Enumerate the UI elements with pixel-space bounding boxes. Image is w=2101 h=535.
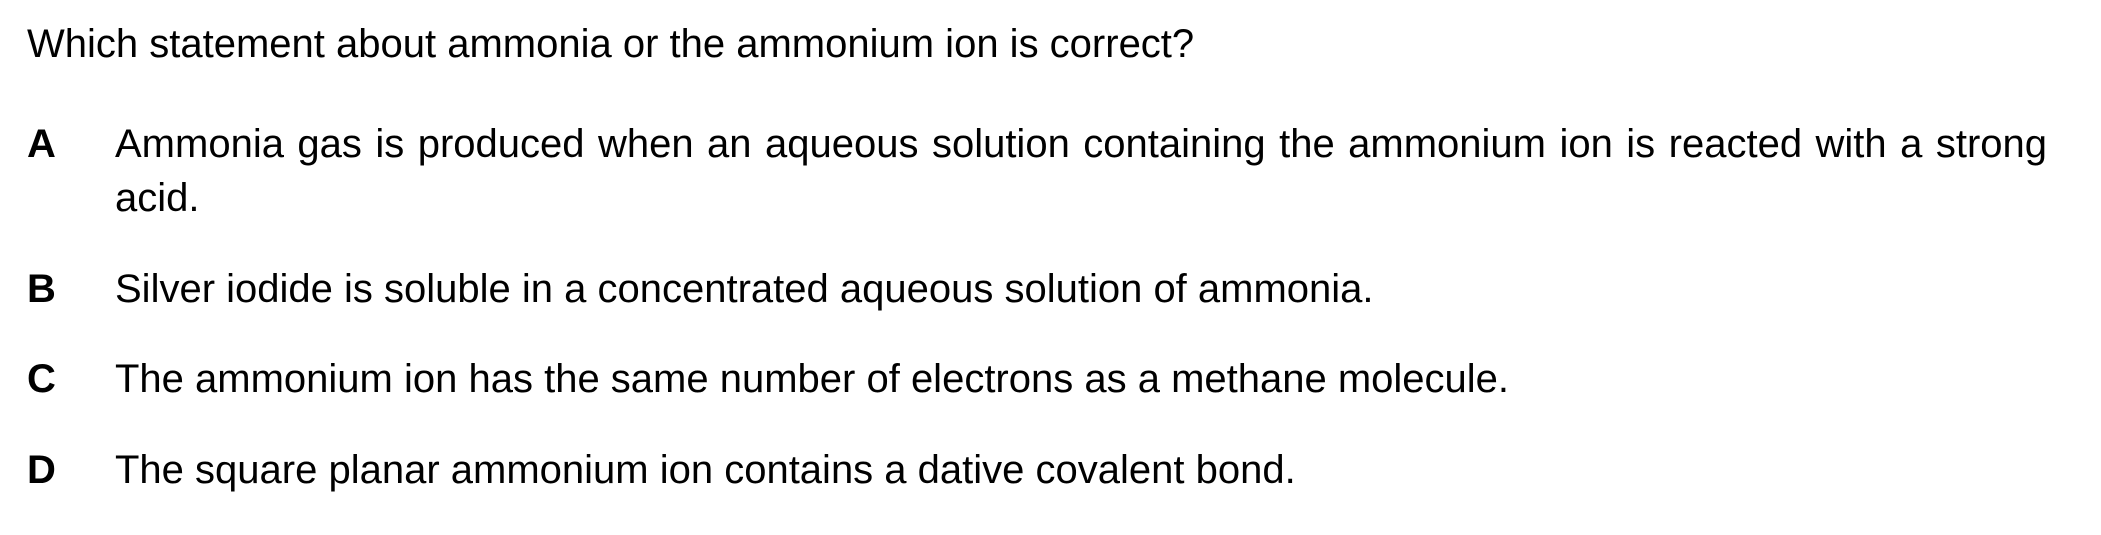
option-letter: D [27,448,56,492]
option-d [27,443,2027,497]
option-letter: C [27,357,56,401]
option-letter: B [27,267,56,311]
option-text: Silver iodide is soluble in a concentrated aqueous solution of ammonia. [115,267,1374,311]
option-text: Ammonia gas is produced when an aqueous solution containing the ammonium ion is reacted with a strong acid. [115,122,2047,220]
option-b [27,262,2027,316]
option-a [27,117,2047,225]
option-text: The square planar ammonium ion contains a dative covalent bond. [115,448,1296,492]
option-letter: A [27,122,56,166]
option-text: The ammonium ion has the same number of electrons as a methane molecule. [115,357,1510,401]
option-c [27,352,2027,406]
question-stem: Which statement about ammonia or the ammonium ion is correct? [27,22,1195,66]
